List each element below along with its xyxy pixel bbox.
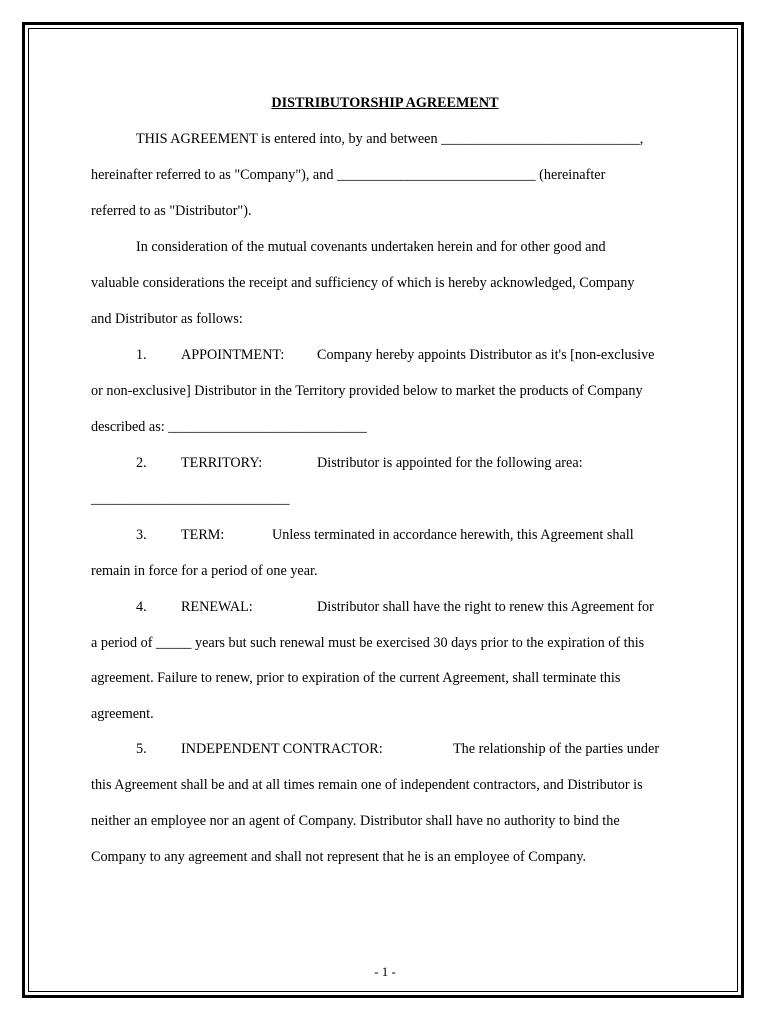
section-1-number: 1. xyxy=(136,347,147,363)
consideration-line-1: In consideration of the mutual covenants undertaken herein and for other good and xyxy=(136,239,606,255)
section-1-line-3: described as: ____________________________ xyxy=(91,419,367,435)
section-1-heading: APPOINTMENT: xyxy=(181,347,285,363)
consideration-line-2: valuable considerations the receipt and sufficiency of which is hereby acknowledged, Company xyxy=(91,275,635,291)
consideration-line-3: and Distributor as follows: xyxy=(91,311,243,327)
section-5-heading: INDEPENDENT CONTRACTOR: xyxy=(181,741,383,757)
section-5-line-2: this Agreement shall be and at all times remain one of independent contractors, and Distributor is xyxy=(91,777,643,793)
section-5-line-1: The relationship of the parties under xyxy=(453,741,660,757)
section-3-line-1: Unless terminated in accordance herewith, this Agreement shall xyxy=(272,527,634,543)
page-number: - 1 - xyxy=(374,964,396,979)
section-3-number: 3. xyxy=(136,527,147,543)
section-4-line-4: agreement. xyxy=(91,706,154,722)
intro-line-1: THIS AGREEMENT is entered into, by and between ____________________________, xyxy=(136,131,644,147)
section-5-line-4: Company to any agreement and shall not represent that he is an employee of Company. xyxy=(91,849,587,865)
intro-line-2: hereinafter referred to as "Company"), and ____________________________ (hereinafter xyxy=(91,167,606,183)
section-1-line-2: or non-exclusive] Distributor in the Territory provided below to market the products of Company xyxy=(91,383,643,399)
section-4-heading: RENEWAL: xyxy=(181,599,253,615)
section-4-number: 4. xyxy=(136,599,147,615)
section-5-number: 5. xyxy=(136,741,147,757)
section-4-line-1: Distributor shall have the right to renew this Agreement for xyxy=(317,599,654,615)
document-title: DISTRIBUTORSHIP AGREEMENT xyxy=(271,95,499,111)
section-3-heading: TERM: xyxy=(181,527,225,543)
section-4-line-2: a period of _____ years but such renewal must be exercised 30 days prior to the expiration of this xyxy=(91,635,645,651)
section-2-heading: TERRITORY: xyxy=(181,455,263,471)
section-4-line-3: agreement. Failure to renew, prior to expiration of the current Agreement, shall terminate this xyxy=(91,670,621,686)
section-2-number: 2. xyxy=(136,455,147,471)
section-2-line-2: ____________________________ xyxy=(91,491,290,507)
section-5-line-3: neither an employee nor an agent of Company. Distributor shall have no authority to bind the xyxy=(91,813,620,829)
section-3-line-2: remain in force for a period of one year. xyxy=(91,563,318,579)
intro-line-3: referred to as "Distributor"). xyxy=(91,203,252,219)
section-1-line-1: Company hereby appoints Distributor as it's [non-exclusive xyxy=(317,347,655,363)
section-2-line-1: Distributor is appointed for the following area: xyxy=(317,455,583,471)
